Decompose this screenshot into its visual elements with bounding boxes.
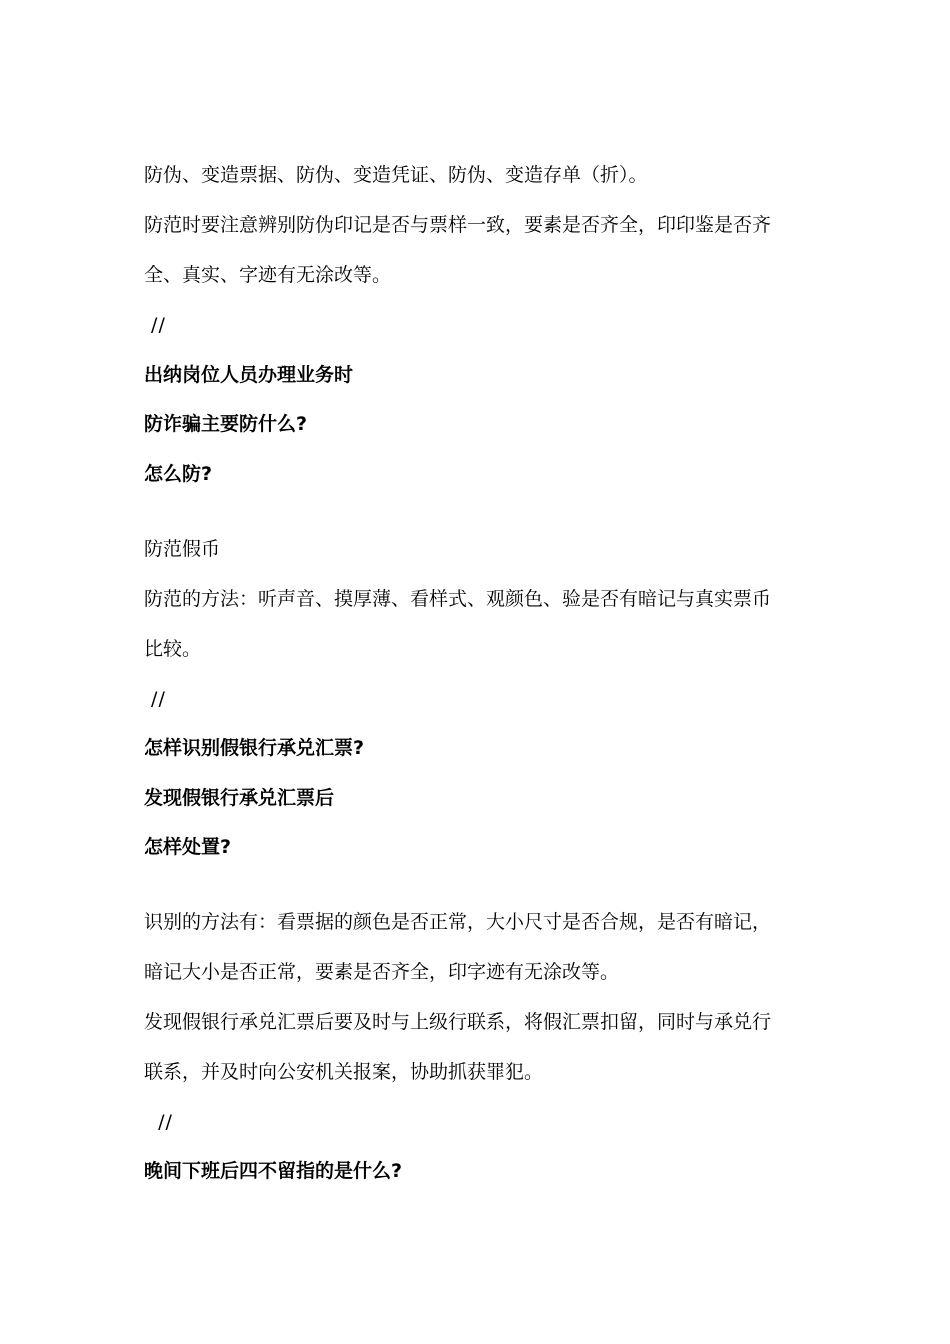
heading-line: 怎样处置?	[144, 836, 232, 858]
paragraph-line: 防范假币	[144, 538, 221, 560]
heading-line: 怎么防?	[144, 463, 213, 485]
paragraph-line: 暗记大小是否正常，要素是否齐全，印字迹有无涂改等。	[144, 961, 620, 983]
section-separator: //	[144, 1111, 173, 1133]
paragraph-line: 全、真实、字迹有无涂改等。	[144, 264, 392, 286]
paragraph-line: 防范的方法：听声音、摸厚薄、看样式、观颜色、验是否有暗记与真实票币	[144, 588, 772, 610]
heading-line: 出纳岗位人员办理业务时	[144, 364, 354, 386]
paragraph-line: 发现假银行承兑汇票后要及时与上级行联系，将假汇票扣留，同时与承兑行	[144, 1011, 772, 1033]
heading-line: 晚间下班后四不留指的是什么?	[144, 1160, 403, 1182]
paragraph-line: 比较。	[144, 638, 202, 660]
heading-line: 发现假银行承兑汇票后	[144, 787, 335, 809]
section-separator: //	[144, 688, 166, 710]
heading-line: 怎样识别假银行承兑汇票?	[144, 737, 365, 759]
paragraph-line: 防伪、变造票据、防伪、变造凭证、防伪、变造存单（折）。	[144, 164, 648, 186]
paragraph-line: 防范时要注意辨别防伪印记是否与票样一致，要素是否齐全，印印鉴是否齐	[144, 214, 772, 236]
section-separator: //	[144, 314, 166, 336]
paragraph-line: 联系，并及时向公安机关报案，协助抓获罪犯。	[144, 1061, 544, 1083]
heading-line: 防诈骗主要防什么?	[144, 413, 308, 435]
paragraph-line: 识别的方法有：看票据的颜色是否正常，大小尺寸是否合规，是否有暗记，	[144, 911, 772, 933]
